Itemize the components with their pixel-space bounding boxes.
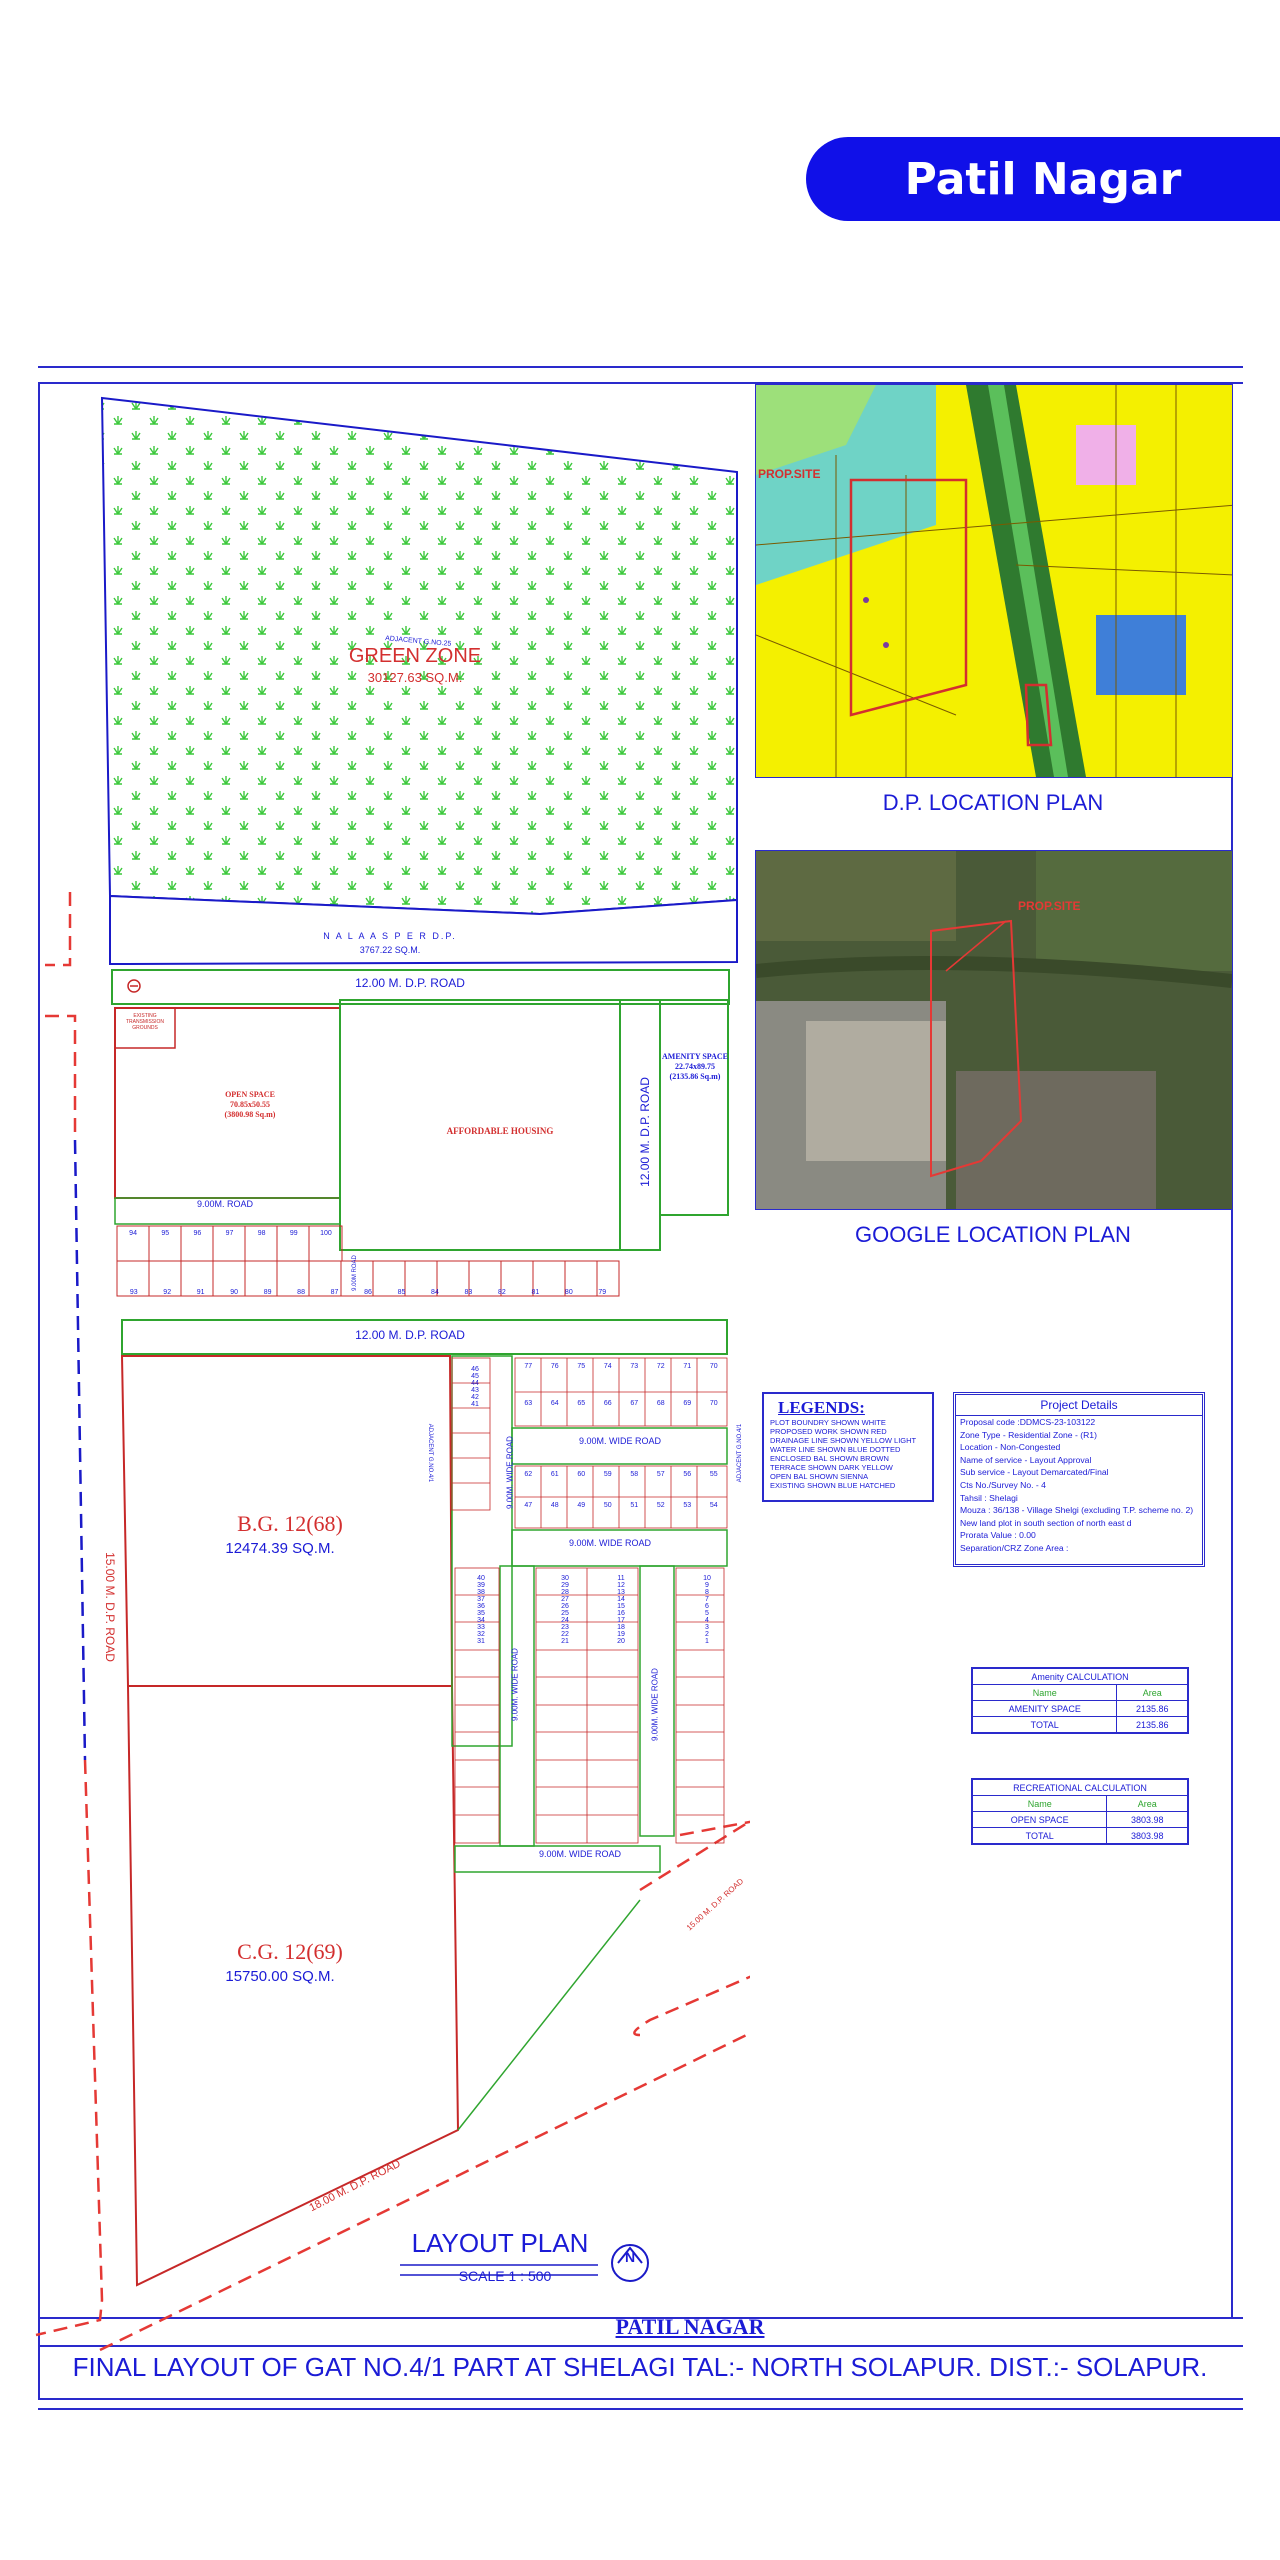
road-12-vertical-label: 12.00 M. D.P. ROAD [638,1077,652,1187]
project-details-box [953,1392,1205,1567]
layout-plan-title: LAYOUT PLAN [411,2228,589,2258]
plot-number: 88 [297,1289,305,1296]
amenity-total-name: TOTAL [972,1717,1117,1734]
plot-number: 42 [471,1394,479,1401]
plot-number: 48 [550,1502,559,1509]
plot-row-bottom [117,1289,619,1296]
plot-number: 66 [603,1400,612,1407]
plot-column-d [692,1575,722,1645]
plot-number: 39 [477,1582,485,1589]
plot-number: 77 [524,1363,533,1370]
green-zone-area: 30127.63 SQ.M. [367,670,463,685]
frame-footer-bottom-line [38,2398,1243,2400]
plot-number: 14 [617,1596,625,1603]
plot-number: 94 [129,1230,137,1237]
legend-item: EXISTING SHOWN BLUE HATCHED [770,1481,896,1490]
plot-number: 5 [705,1610,709,1617]
page-title-banner: Patil Nagar [806,137,1280,221]
road-15-diag-label: 15.00 M. D.P. ROAD [684,1876,746,1933]
plot-number: 28 [561,1589,569,1596]
plot-number: 35 [477,1610,485,1617]
road-9-d-label: 9.00M. WIDE ROAD [538,1849,621,1859]
green-zone-label: GREEN ZONE [348,645,482,667]
plot-number: 84 [431,1289,439,1296]
legend-item: OPEN BAL SHOWN SIENNA [770,1472,869,1481]
plot-number: 61 [550,1471,559,1478]
plot-number: 65 [577,1400,586,1407]
plot-number: 92 [163,1289,172,1296]
plot-number: 57 [656,1471,665,1478]
recreational-calculation-table [971,1778,1189,1845]
plot-number: 60 [577,1471,586,1478]
project-detail-row: Zone Type - Residential Zone - (R1) [960,1429,1097,1440]
plot-number: 83 [464,1289,473,1296]
plot-number: 11 [617,1575,625,1582]
plot-number: 29 [561,1582,569,1589]
plot-number: 67 [630,1400,639,1407]
google-location-caption: GOOGLE LOCATION PLAN [855,1222,1131,1247]
plot-number: 53 [683,1502,692,1509]
plot-number: 51 [630,1502,639,1509]
road-15-diag-dash [640,1790,750,1890]
plot-right-row-2 [515,1400,727,1407]
plot-number: 80 [564,1289,573,1296]
amenity-calculation-table [971,1667,1189,1734]
plot-number: 3 [705,1624,709,1631]
google-location-plan-image [755,850,1233,1210]
dp-location-caption: D.P. LOCATION PLAN [882,790,1104,815]
plot-number: 89 [263,1289,272,1296]
plot-number: 68 [656,1400,665,1407]
road-9-b-label: 9.00M. WIDE ROAD [578,1436,661,1446]
cg-area: 15750.00 SQ.M. [225,1968,335,1985]
plot-number: 49 [577,1502,586,1509]
plot-number: 32 [477,1631,485,1638]
legends-list [770,1418,926,1490]
plot-number: 81 [531,1289,540,1296]
plot-number: 47 [524,1502,533,1509]
road-9-v3-label: 9.00M. WIDE ROAD [650,1668,660,1741]
project-detail-row: New land plot in south section of north east d [960,1517,1132,1528]
patil-nagar-subtitle: PATIL NAGAR [615,2314,765,2339]
affordable-housing-block [340,1000,620,1250]
plot-number: 63 [524,1400,533,1407]
recreational-row-area: 3803.98 [1107,1812,1188,1828]
boundary-dash-top [45,892,70,965]
plot-column-a [466,1575,496,1645]
road-15-label: 15.00 M. D.P. ROAD [103,1552,117,1662]
recreational-calc-title: RECREATIONAL CALCULATION [972,1779,1188,1796]
plot-number: 33 [477,1624,485,1631]
legend-item: PROPOSED WORK SHOWN RED [770,1427,887,1436]
plot-number: 25 [561,1610,569,1617]
plot-number: 74 [603,1363,612,1370]
road-12-top-label: 12.00 M. D.P. ROAD [355,976,465,990]
open-space-value: 70.85x50.55 [230,1100,270,1109]
plot-left-column [460,1366,490,1408]
plot-number: 75 [577,1363,586,1370]
adjacent-right-label: ADJACENT G.NO.4/1 [737,1423,743,1483]
road-12-mid-label: 12.00 M. D.P. ROAD [355,1328,465,1342]
plot-number: 70 [709,1363,718,1370]
plot-number: 69 [683,1400,692,1407]
plot-number: 95 [161,1230,170,1237]
plot-number: 37 [477,1596,485,1603]
plot-number: 97 [225,1230,234,1237]
plot-number: 91 [196,1289,205,1296]
existing-transmission-label: EXISTING TRANSMISSION GROUNDS [125,1013,165,1031]
project-detail-row: Mouza : 36/138 - Village Shelgi (excluding T.P. scheme no. 2) [960,1505,1194,1516]
project-detail-row: Separation/CRZ Zone Area : [960,1542,1069,1553]
legend-item: ENCLOSED BAL SHOWN BROWN [770,1454,889,1463]
road-9-v2-label: 9.00M. WIDE ROAD [510,1648,520,1721]
plot-number: 21 [561,1638,569,1645]
plot-number: 76 [550,1363,559,1370]
road-9-a-label: 9.00M. ROAD [196,1199,254,1209]
frame-top-line [38,366,1243,368]
project-detail-row: Prorata Value : 0.00 [960,1530,1036,1541]
plot-number: 100 [320,1230,332,1237]
boundary-dash-left-a [45,1016,75,1140]
plot-number: 16 [617,1610,625,1617]
road-18-dash [100,1970,750,2350]
amenity-row-area: 2135.86 [1117,1701,1188,1717]
plot-number: 52 [656,1502,665,1509]
plot-column-b [550,1575,580,1645]
recreational-row-name: OPEN SPACE [972,1812,1107,1828]
dp-location-plan-image [755,384,1233,778]
plot-column-c [606,1575,636,1645]
legend-item: WATER LINE SHOWN BLUE DOTTED [770,1445,901,1454]
plot-number: 59 [603,1471,612,1478]
plot-number: 98 [257,1230,266,1237]
open-space-label: OPEN SPACE [225,1090,275,1099]
project-detail-row: Cts No./Survey No. - 4 [960,1479,1046,1490]
plot-number: 90 [230,1289,239,1296]
project-detail-row: Tahsil : Shelagi [960,1492,1018,1503]
plot-number: 17 [617,1617,625,1624]
plot-number: 55 [709,1471,718,1478]
plot-number: 18 [617,1624,625,1631]
plot-number: 44 [471,1380,479,1387]
nala-label: N A L A A S P E R D.P. [323,931,457,941]
google-prop-site-label: PROP.SITE [1018,899,1081,913]
road-18-label: 18.00 M. D.P. ROAD [307,2157,403,2215]
project-detail-row: Name of service - Layout Approval [960,1454,1092,1465]
amenity-col-area: Area [1117,1685,1188,1701]
amenity-total-area: 2135.86 [1117,1717,1188,1734]
project-detail-row: Sub service - Layout Demarcated/Final [960,1467,1109,1478]
plot-number: 19 [617,1631,625,1638]
legend-item: DRAINAGE LINE SHOWN YELLOW LIGHT [770,1436,917,1445]
road-9-v1-label: 9.00M. WIDE ROAD [505,1436,515,1509]
plot-number: 1 [705,1638,709,1645]
plot-number: 23 [561,1624,569,1631]
cg-label: C.G. 12(69) [237,1939,343,1964]
plot-number: 62 [524,1471,533,1478]
plot-number: 79 [598,1289,607,1296]
plot-right-row-1 [515,1363,727,1370]
plot-number: 71 [683,1363,692,1370]
boundary-dash-left-b [36,1760,102,2335]
layout-plan-scale: SCALE 1 : 500 [458,2268,552,2284]
amenity-calc-title: Amenity CALCULATION [972,1668,1188,1685]
plot-number: 87 [330,1289,339,1296]
plot-number: 99 [289,1230,298,1237]
plot-number: 70 [709,1400,718,1407]
adjacent-left-label: ADJACENT G.NO.4/1 [427,1423,433,1483]
plot-number: 40 [477,1575,485,1582]
plot-number: 86 [364,1289,372,1296]
plot-number: 96 [193,1230,202,1237]
plot-number: 2 [705,1631,709,1638]
amenity-col-name: Name [972,1685,1117,1701]
adjacent-top-label: ADJACENT G.NO.25 [384,635,452,648]
legends-box [762,1392,934,1502]
plot-number: 12 [617,1582,625,1589]
plot-number: 24 [561,1617,569,1624]
plot-number: 15 [617,1603,625,1610]
plot-right-row-4 [515,1502,727,1509]
plot-row-top [117,1230,342,1237]
plot-number: 4 [705,1617,709,1624]
project-detail-row: Proposal code :DDMCS-23-103122 [960,1417,1096,1427]
road-9-v4-label: 9.00M ROAD [352,1255,358,1291]
amenity-space-label: AMENITY SPACE [661,1052,728,1061]
affordable-housing-label: AFFORDABLE HOUSING [446,1126,554,1136]
project-detail-row: Location - Non-Congested [960,1442,1061,1453]
bg-label: B.G. 12(68) [237,1511,343,1536]
plot-number: 22 [561,1631,569,1638]
recreational-col-name: Name [972,1796,1107,1812]
plot-number: 31 [477,1638,485,1645]
plot-number: 64 [550,1400,559,1407]
plot-number: 30 [561,1575,569,1582]
cg-block [128,1686,458,2285]
plot-number: 41 [471,1401,479,1408]
project-details-rows [956,1416,1202,1555]
nala-area: 3767.22 SQ.M. [359,945,421,955]
legend-item: TERRACE SHOWN DARK YELLOW [770,1463,893,1472]
plot-number: 54 [709,1502,718,1509]
plot-number: 36 [477,1603,485,1610]
plot-number: 6 [705,1603,709,1610]
amenity-space-sub: (2135.86 Sq.m) [669,1072,721,1081]
open-space-sub: (3800.98 Sq.m) [224,1110,276,1119]
plot-number: 9 [705,1582,709,1589]
plot-number: 82 [497,1289,506,1296]
plot-number: 50 [603,1502,612,1509]
plot-right-row-3 [515,1471,727,1478]
plot-number: 27 [561,1596,569,1603]
amenity-row-name: AMENITY SPACE [972,1701,1117,1717]
legends-title: LEGENDS: [778,1398,865,1417]
plot-number: 34 [477,1617,485,1624]
plot-number: 73 [630,1363,639,1370]
recreational-total-name: TOTAL [972,1828,1107,1845]
road-15-return-dash [634,1925,750,2035]
boundary-dash-left-blue [75,1140,85,1760]
plot-number: 56 [683,1471,692,1478]
frame-footer-bottom-line-2 [38,2408,1243,2410]
plot-number: 38 [477,1589,485,1596]
north-label: N [624,2249,636,2265]
plot-number: 26 [561,1603,569,1610]
footer-title: FINAL LAYOUT OF GAT NO.4/1 PART AT SHELAGI TAL:- NORTH SOLAPUR. DIST.:- SOLAPUR. [72,2352,1208,2382]
plot-number: 93 [129,1289,138,1296]
plot-number: 46 [471,1366,479,1373]
plot-number: 7 [705,1596,709,1603]
plot-number: 8 [705,1589,709,1596]
recreational-total-area: 3803.98 [1107,1828,1188,1845]
amenity-space-value: 22.74x89.75 [675,1062,715,1071]
plot-number: 43 [471,1387,479,1394]
plot-number: 45 [471,1373,479,1380]
recreational-col-area: Area [1107,1796,1188,1812]
legend-item: PLOT BOUNDRY SHOWN WHITE [770,1418,886,1427]
plot-number: 10 [703,1575,711,1582]
amenity-space-block [660,1000,728,1215]
plot-number: 20 [617,1638,625,1645]
dp-prop-site-label: PROP.SITE [758,467,821,481]
plot-number: 72 [656,1363,665,1370]
road-9-c-label: 9.00M. WIDE ROAD [568,1538,651,1548]
bg-area: 12474.39 SQ.M. [225,1540,335,1557]
plot-number: 58 [630,1471,639,1478]
project-details-title: Project Details [956,1395,1202,1416]
plot-number: 85 [397,1289,406,1296]
plot-number: 13 [617,1589,625,1596]
